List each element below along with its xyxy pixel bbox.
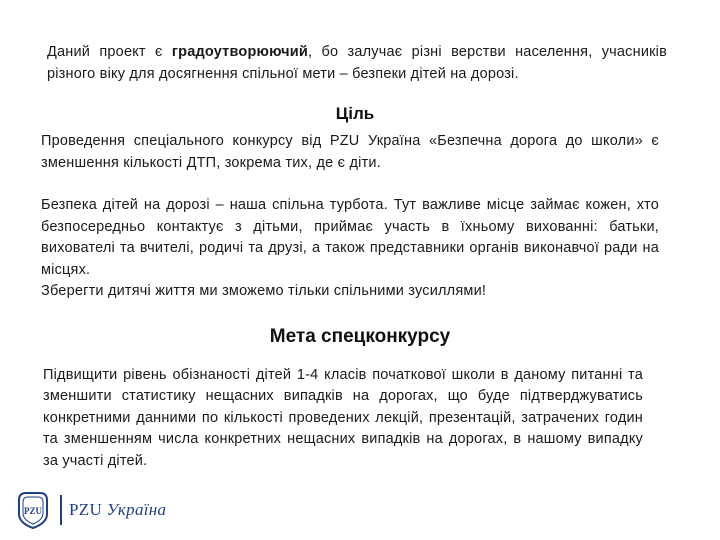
logo-divider	[60, 495, 62, 525]
goal-paragraph: Проведення спеціального конкурсу від PZU Україна «Безпечна дорога до школи» є зменшення кількості ДТП, зокрема тих, де є діти.	[41, 133, 659, 171]
goal-heading: Ціль	[335, 104, 375, 123]
emblem-lettering: PZU	[24, 506, 42, 516]
mission-paragraph: Підвищити рівень обізнаності дітей 1-4 класів початкової школи в даному питанні та зменшити статистику нещасних випадків на дорогах, що буде підтверджуватись конкретними данними по кількості проведених лекцій, презентацій, затрачених годин та зменшенням числа конкретних нещасних випадків на дорогах, в нашому випадку за участі дітей.	[43, 366, 643, 469]
body-closing-line: Зберегти дитячі життя ми зможемо тільки спільними зусиллями!	[41, 283, 487, 299]
intro-bold-term: градоутворюючий	[171, 44, 308, 60]
mission-heading: Мета спецконкурсу	[269, 326, 451, 347]
intro-text-end: , бо залучає різні верстви населення, учасників різного віку для досягнення спільної мети – безпеки дітей на дорозі.	[47, 44, 667, 82]
logo-brand: PZU	[69, 500, 103, 519]
intro-paragraph	[47, 42, 667, 85]
body-section	[41, 195, 659, 303]
pzu-logo	[14, 488, 166, 532]
pzu-emblem-icon	[14, 490, 52, 530]
intro-text-start: Даний проект є	[47, 44, 172, 60]
logo-wordmark	[69, 500, 166, 520]
body-paragraph: Безпека дітей на дорозі – наша спільна турбота. Тут важливе місце займає кожен, хто безпосередньо контактує з дітьми, приймає участь в їхньому вихованні: батьки, вихователі та вчителі, родичі та друзі, а також представники органів виконавчої ради на місцях.	[41, 197, 659, 278]
logo-country: Україна	[106, 500, 167, 519]
